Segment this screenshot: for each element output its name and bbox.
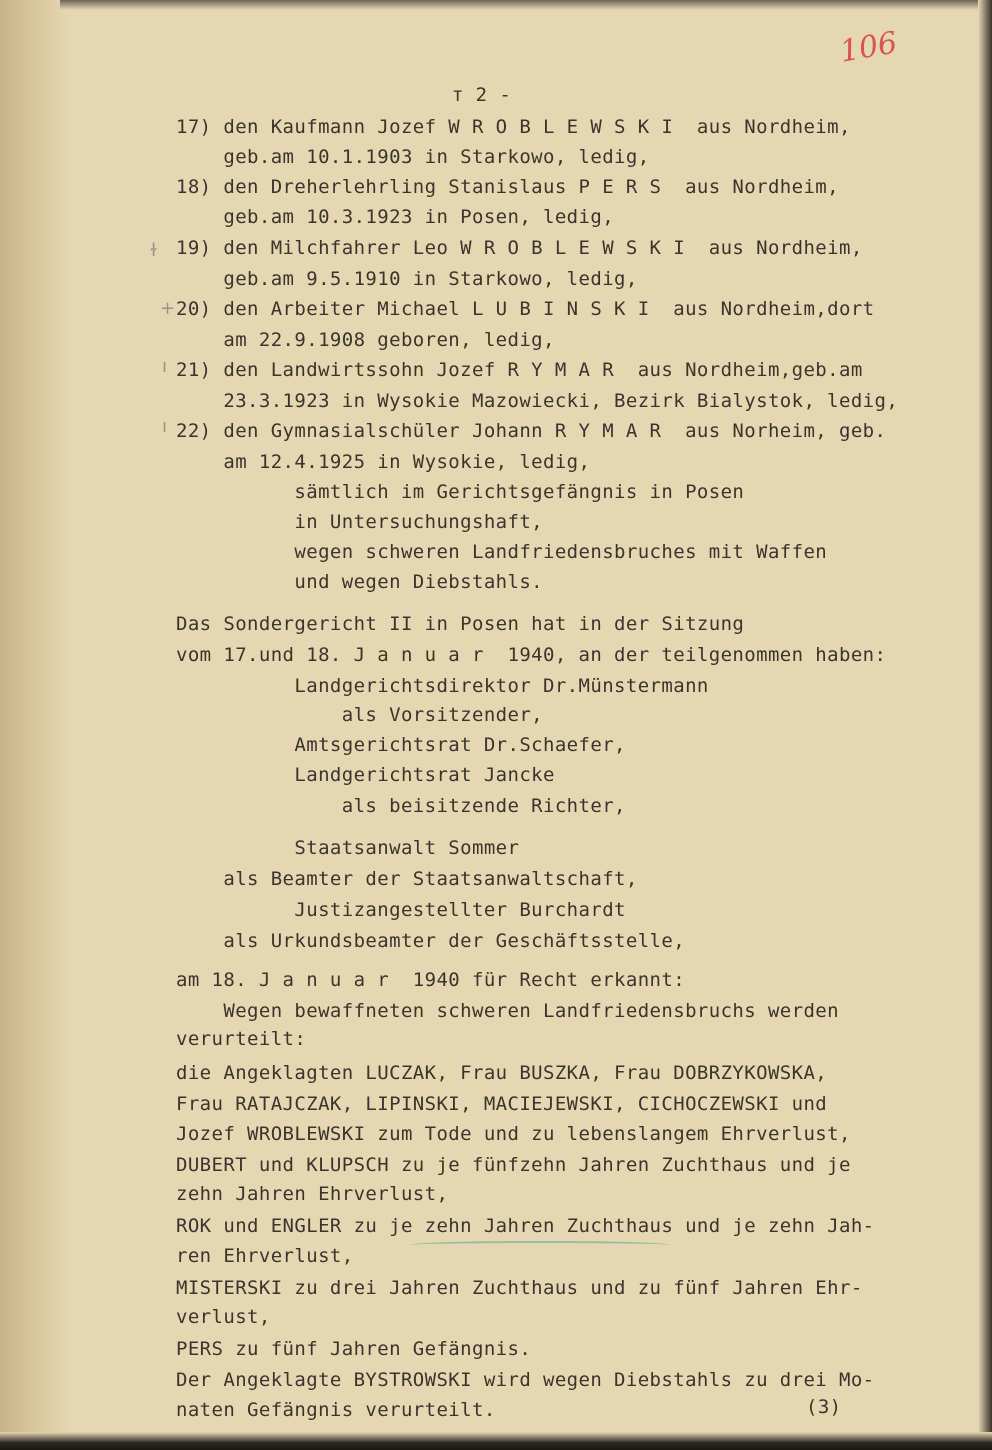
text-line: 19) den Milchfahrer Leo W R O B L E W S K I aus Nordheim,	[176, 237, 863, 259]
text-line: Jozef WROBLEWSKI zum Tode und zu lebenslangem Ehrverlust,	[176, 1123, 851, 1145]
text-line: MISTERSKI zu drei Jahren Zuchthaus und zu fünf Jahren Ehr-	[176, 1277, 863, 1299]
text-line: am 12.4.1925 in Wysokie, ledig,	[176, 451, 591, 473]
text-line: 20) den Arbeiter Michael L U B I N S K I aus Nordheim,dort	[176, 298, 875, 320]
text-line: geb.am 9.5.1910 in Starkowo, ledig,	[176, 268, 638, 290]
text-line: 21) den Landwirtssohn Jozef R Y M A R aus Nordheim,geb.am	[176, 359, 863, 381]
text-line: 23.3.1923 in Wysokie Mazowiecki, Bezirk Bialystok, ledig,	[176, 390, 899, 412]
margin-check-mark: ɫ	[150, 240, 158, 261]
page-header: ᴛ 2 -	[452, 84, 512, 106]
text-line: naten Gefängnis verurteilt.	[176, 1399, 496, 1421]
text-line: sämtlich im Gerichtsgefängnis in Posen	[176, 481, 745, 503]
page-top-edge	[60, 0, 992, 10]
text-line: PERS zu fünf Jahren Gefängnis.	[176, 1338, 532, 1360]
text-line: verurteilt:	[176, 1028, 307, 1050]
text-line: die Angeklagten LUCZAK, Frau BUSZKA, Frau DOBRZYKOWSKA,	[176, 1062, 828, 1084]
text-line: ren Ehrverlust,	[176, 1245, 354, 1267]
text-line: und wegen Diebstahls.	[176, 571, 544, 593]
text-line: geb.am 10.3.1923 in Posen, ledig,	[176, 206, 615, 228]
text-line: in Untersuchungshaft,	[176, 511, 544, 533]
text-line: als Beamter der Staatsanwaltschaft,	[176, 868, 638, 890]
text-line: Landgerichtsdirektor Dr.Münstermann	[176, 675, 709, 697]
text-line: verlust,	[176, 1306, 271, 1328]
text-line: Justizangestellter Burchardt	[176, 899, 626, 921]
text-line: ROK und ENGLER zu je zehn Jahren Zuchthaus und je zehn Jah-	[176, 1215, 875, 1237]
page-fold-shadow	[0, 0, 70, 1450]
text-line: am 18. J a n u a r 1940 für Recht erkannt:	[176, 969, 686, 991]
text-line: Frau RATAJCZAK, LIPINSKI, MACIEJEWSKI, CICHOCZEWSKI und	[176, 1093, 828, 1115]
text-line: am 22.9.1908 geboren, ledig,	[176, 329, 555, 351]
text-line: Wegen bewaffneten schweren Landfriedensbruchs werden	[176, 1000, 839, 1022]
text-line: als Vorsitzender,	[176, 704, 544, 726]
text-line: Staatsanwalt Sommer	[176, 837, 520, 859]
page-continuation-marker: (3)	[806, 1396, 842, 1418]
text-line: Amtsgerichtsrat Dr.Schaefer,	[176, 734, 626, 756]
text-line: Der Angeklagte BYSTROWSKI wird wegen Diebstahls zu drei Mo-	[176, 1369, 875, 1391]
text-line: DUBERT und KLUPSCH zu je fünfzehn Jahren Zuchthaus und je	[176, 1154, 851, 1176]
text-line: 18) den Dreherlehrling Stanislaus P E R S aus Nordheim,	[176, 176, 839, 198]
text-line: zehn Jahren Ehrverlust,	[176, 1183, 449, 1205]
page-bottom-edge	[0, 1432, 992, 1450]
text-line: 17) den Kaufmann Jozef W R O B L E W S K I aus Nordheim,	[176, 116, 851, 138]
text-line: wegen schweren Landfriedensbruches mit Waffen	[176, 541, 828, 563]
text-line: vom 17.und 18. J a n u a r 1940, an der teilgenommen haben:	[176, 644, 887, 666]
text-line: geb.am 10.1.1903 in Starkowo, ledig,	[176, 146, 650, 168]
handwritten-page-number: 106	[837, 25, 900, 70]
green-underline-mark	[410, 1241, 670, 1249]
text-line: Das Sondergericht II in Posen hat in der Sitzung	[176, 613, 745, 635]
margin-check-mark: ı	[162, 416, 168, 437]
page-right-edge	[978, 0, 992, 1450]
text-line: Landgerichtsrat Jancke	[176, 764, 555, 786]
text-line: 22) den Gymnasialschüler Johann R Y M A R aus Norheim, geb.	[176, 420, 887, 442]
text-line: als Urkundsbeamter der Geschäftsstelle,	[176, 930, 686, 952]
text-line: als beisitzende Richter,	[176, 795, 626, 817]
margin-check-mark: ı	[162, 356, 168, 377]
margin-check-mark: +	[160, 298, 176, 319]
